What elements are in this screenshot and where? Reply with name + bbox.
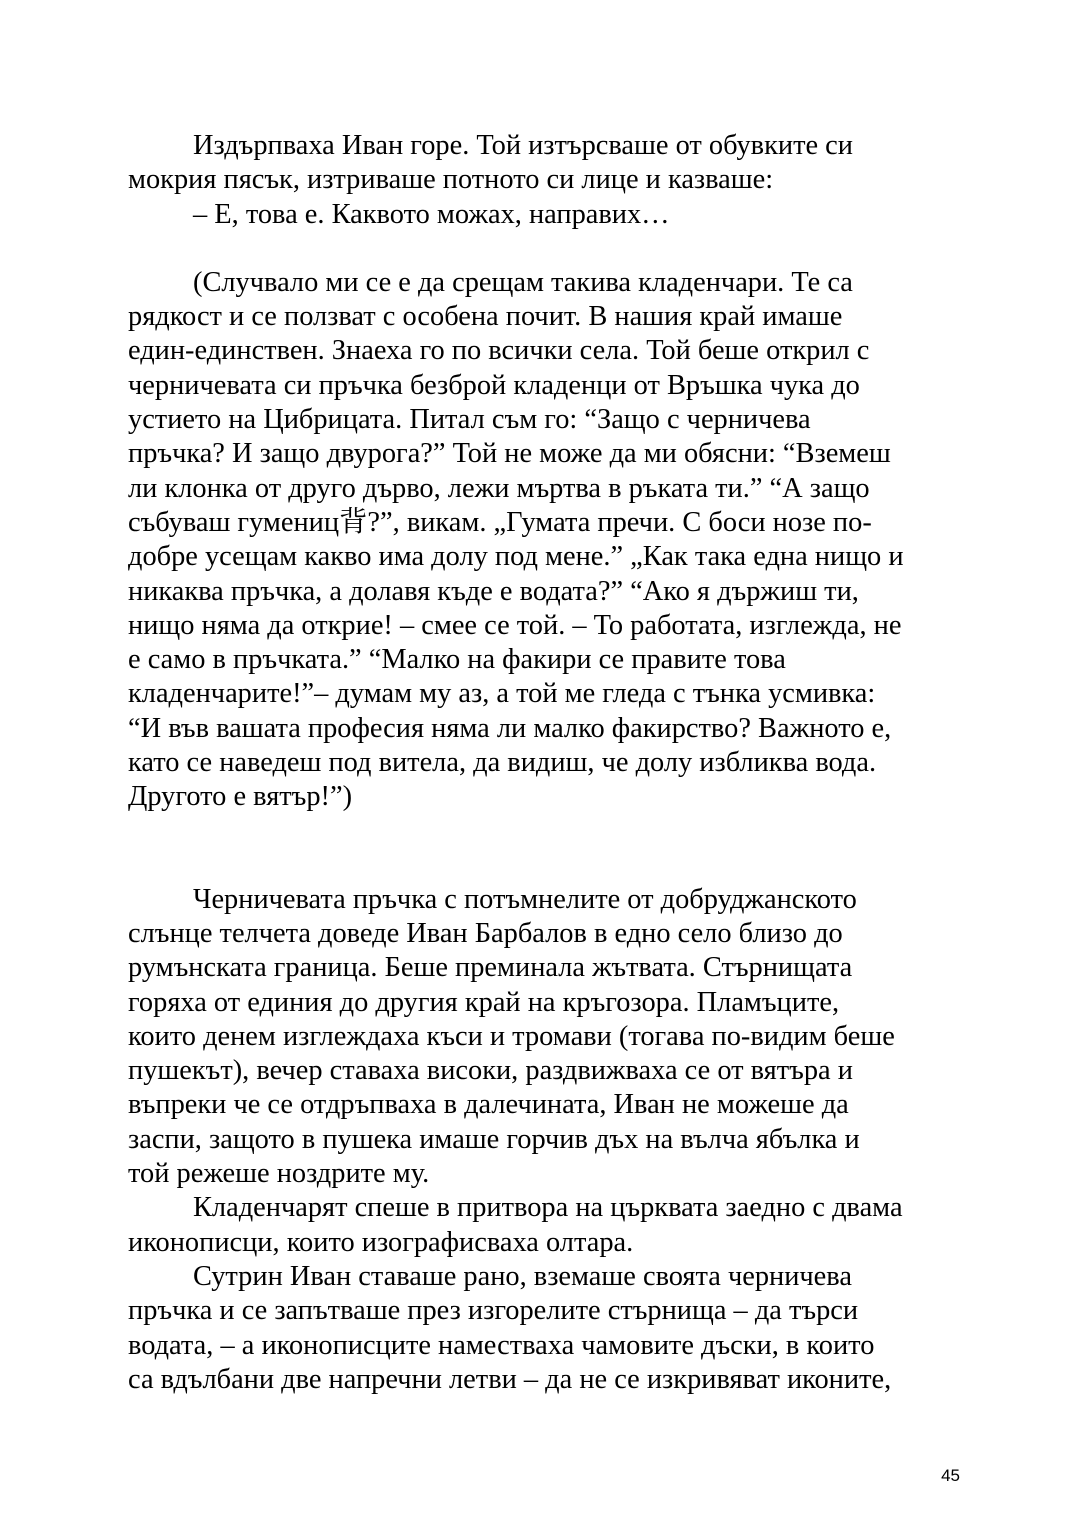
text-line: рядкост и се ползват с особена почит. В нашия край имаше bbox=[128, 301, 843, 333]
paragraph-aside bbox=[128, 266, 956, 815]
text-line: събуваш гумениц背?”, викам. „Гумата пречи. С боси нозе по- bbox=[128, 506, 872, 538]
text-line: кладенчарите!”– думам му аз, а той ме гледа с тънка усмивка: bbox=[128, 678, 876, 710]
text-line: добре усещам какво има долу под мене.” „Как така една нищо и bbox=[128, 541, 904, 573]
text-line: въпреки че се отдръпваха в далечината, Иван не можеше да bbox=[128, 1089, 849, 1121]
paragraph-dialogue bbox=[128, 198, 956, 232]
text-line: пушекът), вечер ставаха високи, раздвижваха се от вятъра и bbox=[128, 1055, 853, 1087]
paragraph-gap bbox=[128, 232, 956, 266]
paragraph bbox=[128, 129, 956, 198]
text-line: (Случвало ми се е да срещам такива кладенчари. Те са bbox=[193, 266, 853, 298]
text-line: той режеше ноздрите му. bbox=[128, 1158, 430, 1190]
text-line: горяха от единия до другия край на кръгозора. Пламъците, bbox=[128, 986, 840, 1018]
text-line: пръчка? И защо двурога?” Той не може да ми обясни: “Вземеш bbox=[128, 438, 891, 470]
text-line: един-единствен. Знаеха го по всички села. Той беше открил с bbox=[128, 335, 870, 367]
text-line: е само в пръчката.” “Малко на факири се правите това bbox=[128, 644, 786, 676]
paragraph bbox=[128, 1191, 956, 1260]
text-line: румънската граница. Беше преминала жътвата. Стърнищата bbox=[128, 952, 853, 984]
text-line: устието на Цибрицата. Питал съм го: “Защо с черничева bbox=[128, 404, 811, 436]
text-line: водата, – а иконописците наместваха чамовите дъски, в които bbox=[128, 1329, 875, 1361]
paragraph bbox=[128, 1260, 956, 1397]
text-line: – Е, това е. Каквото можах, направих… bbox=[193, 198, 670, 230]
paragraph bbox=[128, 883, 956, 1192]
text-line: Другото е вятър!”) bbox=[128, 781, 353, 813]
page-number: 45 bbox=[941, 1466, 960, 1485]
text-line: пръчка и се запътваше през изгорелите стърнища – да търси bbox=[128, 1295, 859, 1327]
text-line: са вдълбани две напречни летви – да не се изкривяват иконите, bbox=[128, 1363, 892, 1395]
text-line: Кладенчарят спеше в притвора на църквата заедно с двама bbox=[193, 1192, 903, 1224]
text-line: които денем изглеждаха къси и тромави (тогава по-видим беше bbox=[128, 1020, 895, 1052]
text-line: Издърпваха Иван горе. Той изтърсваше от обувките си bbox=[193, 130, 853, 161]
text-line: като се наведеш под витела, да видиш, че долу избликва вода. bbox=[128, 747, 877, 779]
text-line: никаква пръчка, а долавя къде е водата?” “Ако я държиш ти, bbox=[128, 575, 859, 607]
text-line: ли клонка от друго дърво, лежи мъртва в ръката ти.” “А защо bbox=[128, 472, 870, 504]
text-line: иконописци, които изографисваха олтара. bbox=[128, 1226, 634, 1258]
text-line: “И във вашата професия няма ли малко факирство? Важното е, bbox=[128, 712, 892, 744]
text-line: заспи, защото в пушека имаше горчив дъх на вълча ябълка и bbox=[128, 1123, 860, 1155]
text-line: слънце телчета доведе Иван Барбалов в едно село близо до bbox=[128, 917, 843, 949]
text-line: Сутрин Иван ставаше рано, вземаше своята черничева bbox=[193, 1260, 852, 1292]
text-line: Черничевата пръчка с потъмнелите от добруджанското bbox=[193, 883, 857, 915]
text-line: нищо няма да открие! – смее се той. – То работата, изглежда, не bbox=[128, 609, 902, 641]
text-line: черничевата си пръчка безброй кладенци от Връшка чука до bbox=[128, 369, 860, 401]
text-line: мокрия пясък, изтриваше потното си лице и казваше: bbox=[128, 164, 774, 196]
section-gap bbox=[128, 815, 956, 883]
page-body bbox=[128, 129, 956, 1397]
